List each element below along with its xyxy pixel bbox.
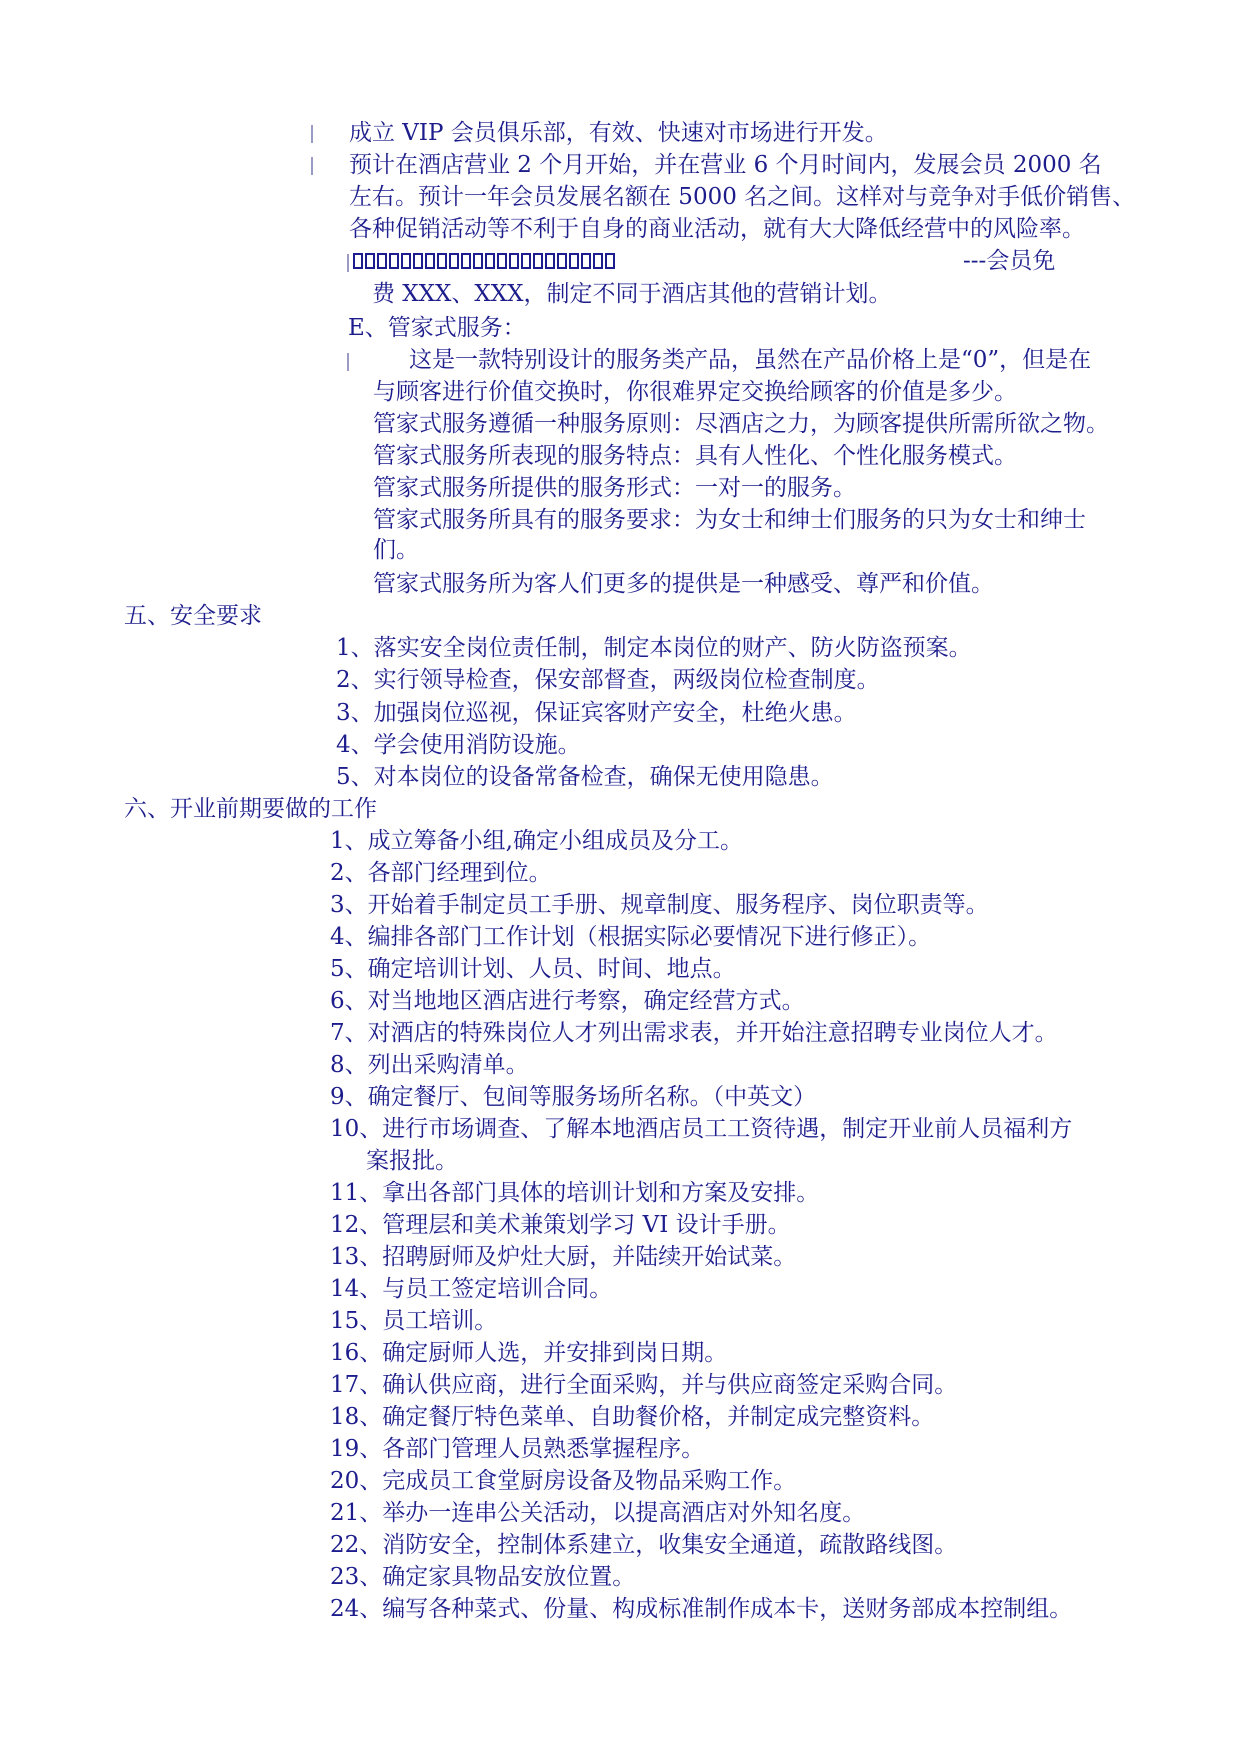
missing-glyph-box bbox=[605, 253, 615, 269]
list-item: 7、对酒店的特殊岗位人才列出需求表，并开始注意招聘专业岗位人才。 bbox=[330, 1020, 1058, 1046]
bullet-marker bbox=[311, 125, 313, 143]
butler-line: 管家式服务所提供的服务形式：一对一的服务。 bbox=[373, 475, 856, 501]
intro-line: 各种促销活动等不利于自身的商业活动，就有大大降低经营中的风险率。 bbox=[349, 216, 1085, 242]
list-item: 3、加强岗位巡视，保证宾客财产安全，杜绝火患。 bbox=[336, 700, 857, 726]
list-item: 1、落实安全岗位责任制，制定本岗位的财产、防火防盗预案。 bbox=[336, 635, 972, 661]
list-item: 3、开始着手制定员工手册、规章制度、服务程序、岗位职责等。 bbox=[330, 892, 989, 918]
butler-line: 们。 bbox=[373, 537, 419, 563]
bullet-marker bbox=[311, 157, 313, 175]
list-item: 23、确定家具物品安放位置。 bbox=[330, 1564, 636, 1590]
intro-line: 费 XXX、XXX，制定不同于酒店其他的营销计划。 bbox=[372, 281, 892, 307]
list-item: 15、员工培训。 bbox=[330, 1308, 498, 1334]
list-item: 14、与员工签定培训合同。 bbox=[330, 1276, 613, 1302]
missing-glyph-box bbox=[473, 253, 483, 269]
list-item: 8、列出采购清单。 bbox=[330, 1052, 529, 1078]
list-item: 11、拿出各部门具体的培训计划和方案及安排。 bbox=[330, 1180, 820, 1206]
missing-glyph-box bbox=[569, 253, 579, 269]
intro-line: 成立 VIP 会员俱乐部，有效、快速对市场进行开发。 bbox=[349, 120, 888, 146]
section-heading: 六、开业前期要做的工作 bbox=[124, 796, 377, 822]
missing-glyph-box bbox=[581, 253, 591, 269]
list-item: 6、对当地地区酒店进行考察，确定经营方式。 bbox=[330, 988, 805, 1014]
missing-glyph-box bbox=[377, 253, 387, 269]
missing-glyph-box bbox=[401, 253, 411, 269]
list-item: 17、确认供应商，进行全面采购，并与供应商签定采购合同。 bbox=[330, 1372, 958, 1398]
list-item: 12、管理层和美术兼策划学习 VI 设计手册。 bbox=[330, 1212, 791, 1238]
missing-glyph-box bbox=[461, 253, 471, 269]
list-item: 22、消防安全，控制体系建立，收集安全通道，疏散路线图。 bbox=[330, 1532, 958, 1558]
missing-glyph-box bbox=[353, 253, 363, 269]
missing-glyph-box bbox=[521, 253, 531, 269]
missing-glyph-box bbox=[437, 253, 447, 269]
list-item: 4、编排各部门工作计划（根据实际必要情况下进行修正）。 bbox=[330, 924, 932, 950]
list-item: 5、确定培训计划、人员、时间、地点。 bbox=[330, 956, 736, 982]
list-item: 案报批。 bbox=[366, 1148, 458, 1174]
list-item: 4、学会使用消防设施。 bbox=[336, 732, 581, 758]
butler-line: 与顾客进行价值交换时，你很难界定交换给顾客的价值是多少。 bbox=[373, 379, 1017, 405]
missing-glyph-box bbox=[449, 253, 459, 269]
section-heading: 五、安全要求 bbox=[124, 603, 262, 629]
list-item: 2、实行领导检查，保安部督查，两级岗位检查制度。 bbox=[336, 667, 880, 693]
missing-glyph-box bbox=[425, 253, 435, 269]
butler-line: 管家式服务所表现的服务特点：具有人性化、个性化服务模式。 bbox=[373, 443, 1017, 469]
list-item: 19、各部门管理人员熟悉掌握程序。 bbox=[330, 1436, 705, 1462]
missing-glyph-box bbox=[365, 253, 375, 269]
butler-line: 这是一款特别设计的服务类产品，虽然在产品价格上是“0”，但是在 bbox=[409, 347, 1092, 373]
list-item: 18、确定餐厅特色菜单、自助餐价格，并制定成完整资料。 bbox=[330, 1404, 935, 1430]
missing-glyph-boxes bbox=[353, 253, 615, 271]
butler-line: 管家式服务遵循一种服务原则：尽酒店之力，为顾客提供所需所欲之物。 bbox=[373, 411, 1109, 437]
butler-line: 管家式服务所为客人们更多的提供是一种感受、尊严和价值。 bbox=[373, 571, 994, 597]
intro-line: ---会员免 bbox=[963, 248, 1056, 274]
list-item: 10、进行市场调查、了解本地酒店员工工资待遇，制定开业前人员福利方 bbox=[330, 1116, 1073, 1142]
list-item: 16、确定厨师人选，并安排到岗日期。 bbox=[330, 1340, 728, 1366]
missing-glyph-box bbox=[497, 253, 507, 269]
list-item: 21、举办一连串公关活动，以提高酒店对外知名度。 bbox=[330, 1500, 866, 1526]
list-item: 2、各部门经理到位。 bbox=[330, 860, 552, 886]
missing-glyph-box bbox=[413, 253, 423, 269]
subheading: E、管家式服务： bbox=[348, 315, 526, 341]
intro-line: 预计在酒店营业 2 个月开始，并在营业 6 个月时间内，发展会员 2000 名 bbox=[349, 152, 1102, 178]
missing-glyph-box bbox=[389, 253, 399, 269]
butler-line: 管家式服务所具有的服务要求：为女士和绅士们服务的只为女士和绅士 bbox=[373, 507, 1086, 533]
list-item: 20、完成员工食堂厨房设备及物品采购工作。 bbox=[330, 1468, 797, 1494]
bullet-marker bbox=[347, 254, 349, 272]
missing-glyph-box bbox=[509, 253, 519, 269]
list-item: 1、成立筹备小组,确定小组成员及分工。 bbox=[330, 828, 743, 854]
missing-glyph-box bbox=[593, 253, 603, 269]
bullet-marker bbox=[347, 353, 349, 371]
missing-glyph-box bbox=[485, 253, 495, 269]
list-item: 5、对本岗位的设备常备检查，确保无使用隐患。 bbox=[336, 764, 834, 790]
list-item: 13、招聘厨师及炉灶大厨，并陆续开始试菜。 bbox=[330, 1244, 797, 1270]
missing-glyph-box bbox=[533, 253, 543, 269]
intro-line: 左右。预计一年会员发展名额在 5000 名之间。这样对与竞争对手低价销售、 bbox=[349, 184, 1136, 210]
missing-glyph-box bbox=[557, 253, 567, 269]
list-item: 9、确定餐厅、包间等服务场所名称。（中英文） bbox=[330, 1084, 817, 1110]
list-item: 24、编写各种菜式、份量、构成标准制作成本卡，送财务部成本控制组。 bbox=[330, 1596, 1073, 1622]
missing-glyph-box bbox=[545, 253, 555, 269]
